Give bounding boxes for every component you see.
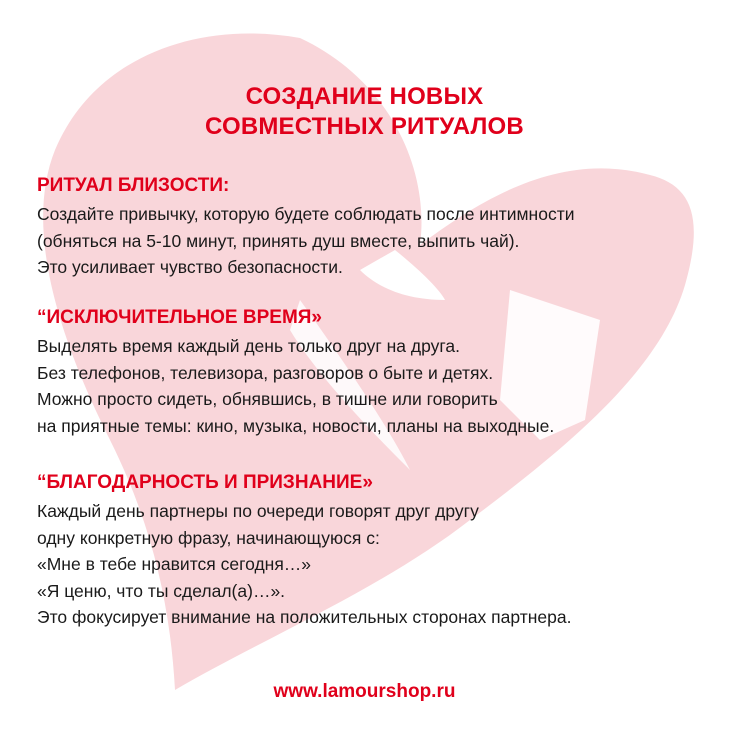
section-line: «Мне в тебе нравится сегодня…» — [37, 554, 312, 574]
section-line: на приятные темы: кино, музыка, новости, планы на выходные. — [37, 415, 555, 436]
title-line-1: СОЗДАНИЕ НОВЫХ — [245, 83, 484, 110]
section-line: Можно просто сидеть, обнявшись, в тишне или говорить — [37, 389, 498, 409]
section-line: Без телефонов, телевизора, разговоров о быте и детях. — [37, 362, 494, 383]
section-line: Это фокусирует внимание на положительных сторонах партнера. — [37, 607, 572, 627]
section-gratitude — [37, 471, 717, 631]
section-heading: РИТУАЛ БЛИЗОСТИ: — [37, 175, 230, 196]
section-line: Создайте привычку, которую будете соблюдать после интимности — [37, 204, 575, 224]
section-exclusive-time — [37, 306, 717, 439]
footer-url-link[interactable]: www.lamourshop.ru — [273, 681, 456, 702]
section-ritual-closeness — [37, 174, 717, 281]
section-line: (обняться на 5-10 минут, принять душ вместе, выпить чай). — [37, 230, 520, 251]
section-heading: “ИСКЛЮЧИТЕЛЬНОЕ ВРЕМЯ» — [37, 307, 322, 328]
section-heading: “БЛАГОДАРНОСТЬ И ПРИЗНАНИЕ» — [37, 472, 373, 493]
section-line: Это усиливает чувство безопасности. — [37, 257, 343, 277]
page-title — [0, 82, 729, 142]
section-line: «Я ценю, что ты сделал(а)…». — [37, 580, 286, 601]
section-line: одну конкретную фразу, начинающуюся с: — [37, 527, 380, 548]
section-line: Выделять время каждый день только друг на друга. — [37, 336, 460, 356]
section-line: Каждый день партнеры по очереди говорят друг другу — [37, 501, 479, 521]
title-line-2: СОВМЕСТНЫХ РИТУАЛОВ — [205, 113, 524, 140]
